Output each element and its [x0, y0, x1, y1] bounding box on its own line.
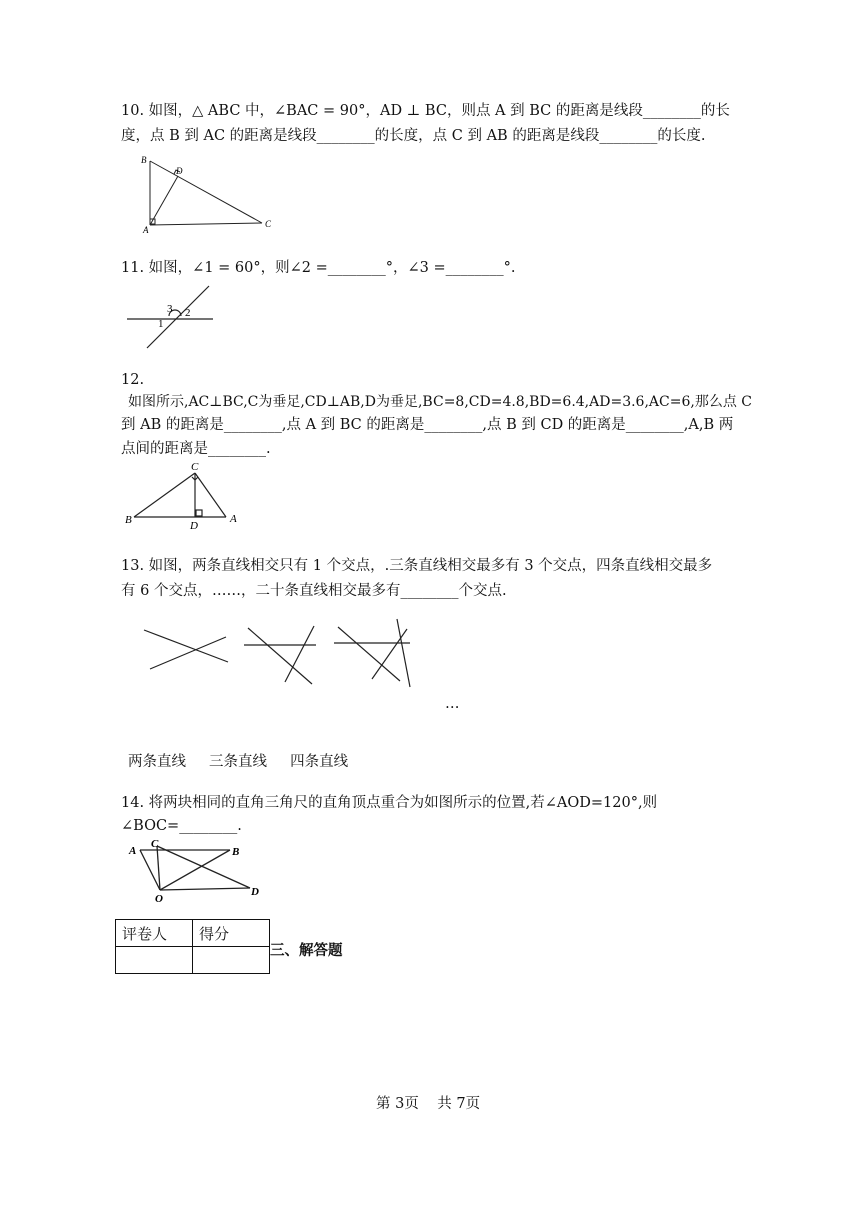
- score-table: [115, 919, 270, 974]
- q10-label-a: A: [143, 225, 149, 235]
- q10-line-ac: [150, 223, 262, 225]
- q10-label-c: C: [265, 219, 272, 229]
- q14-label-b: B: [232, 846, 240, 858]
- q11-label-2: 2: [185, 307, 191, 319]
- q12-label-a: A: [230, 513, 237, 525]
- q14-line-od: [160, 888, 250, 890]
- q12-label-b: B: [125, 514, 132, 526]
- q13-line1: 13. 如图，两条直线相交只有 1 个交点，.三条直线相交最多有 3 个交点，四条直线相交最多: [121, 558, 713, 574]
- q14-label-d: D: [251, 886, 259, 898]
- q13-four-line-2: [338, 627, 400, 681]
- q13-ellipsis: …: [445, 696, 460, 712]
- q13-captions: 两条直线 三条直线 四条直线: [128, 754, 349, 770]
- page-footer: 第 3页 共 7页: [376, 1096, 481, 1112]
- q12-label-d: D: [190, 520, 198, 532]
- q10-line2: 度，点 B 到 AC 的距离是线段________的长度，点 C 到 AB 的距离是线段________的长度.: [121, 128, 706, 144]
- q13-figure-four-lines: [330, 615, 414, 691]
- score-table-score-cell[interactable]: [193, 947, 270, 974]
- q12-right-angle-d: [196, 510, 202, 516]
- score-table-score-header: 得分: [193, 920, 270, 947]
- q14-line-ob: [160, 850, 230, 890]
- q12-line2: 到 AB 的距离是________,点 A 到 BC 的距离是________,点 B 到 CD 的距离是________,A,B 两: [121, 417, 734, 433]
- q12-line1: 如图所示,AC⊥BC,C为垂足,CD⊥AB,D为垂足,BC=8,CD=4.8,BD=6.4,AD=3.6,AC=6,那么点 C: [128, 394, 752, 410]
- q10-line-bc: [150, 161, 262, 223]
- q14-label-a: A: [129, 845, 137, 857]
- q12-line-bc: [134, 473, 195, 517]
- q11-transversal-line: [147, 286, 209, 348]
- q14-label-c: C: [151, 838, 159, 850]
- q14-line-oa: [140, 850, 160, 890]
- q14-line1: 14. 将两块相同的直角三角尺的直角顶点重合为如图所示的位置,若∠AOD=120°,则: [121, 795, 658, 811]
- q12-figure: [122, 458, 246, 532]
- score-table-grader-cell[interactable]: [116, 947, 193, 974]
- q12-label-c: C: [191, 461, 199, 473]
- q14-line2: ∠BOC=________.: [121, 818, 242, 834]
- q14-figure: [124, 838, 264, 904]
- q12-number: 12.: [121, 372, 145, 388]
- q14-line-oc: [157, 846, 160, 890]
- score-table-grader-header: 评卷人: [116, 920, 193, 947]
- q10-figure: [138, 153, 278, 235]
- q10-line1: 10. 如图，△ ABC 中，∠BAC = 90°，AD ⊥ BC，则点 A 到 BC 的距离是线段________的长: [121, 103, 730, 119]
- q10-label-b: B: [141, 155, 147, 165]
- q14-label-o: O: [155, 893, 163, 904]
- q11-label-1: 1: [158, 318, 164, 330]
- q13-line2: 有 6 个交点，……，二十条直线相交最多有________个交点.: [121, 583, 507, 599]
- q13-four-line-3: [397, 619, 410, 687]
- q10-label-d: D: [176, 166, 183, 176]
- q11-line1: 11. 如图，∠1 = 60°，则∠2 =________°，∠3 =________°.: [121, 260, 516, 276]
- q11-label-3: 3: [167, 303, 173, 315]
- q11-figure: [125, 284, 217, 352]
- q13-two-line-2: [150, 637, 226, 669]
- section-heading: 三、解答题: [270, 942, 343, 959]
- q13-figure-two-lines: [140, 625, 232, 675]
- q13-three-line-2: [248, 628, 312, 684]
- q12-line3: 点间的距离是________.: [121, 441, 271, 457]
- q13-two-line-1: [144, 630, 228, 662]
- q10-line-ad: [150, 176, 178, 225]
- q13-figure-three-lines: [240, 622, 322, 688]
